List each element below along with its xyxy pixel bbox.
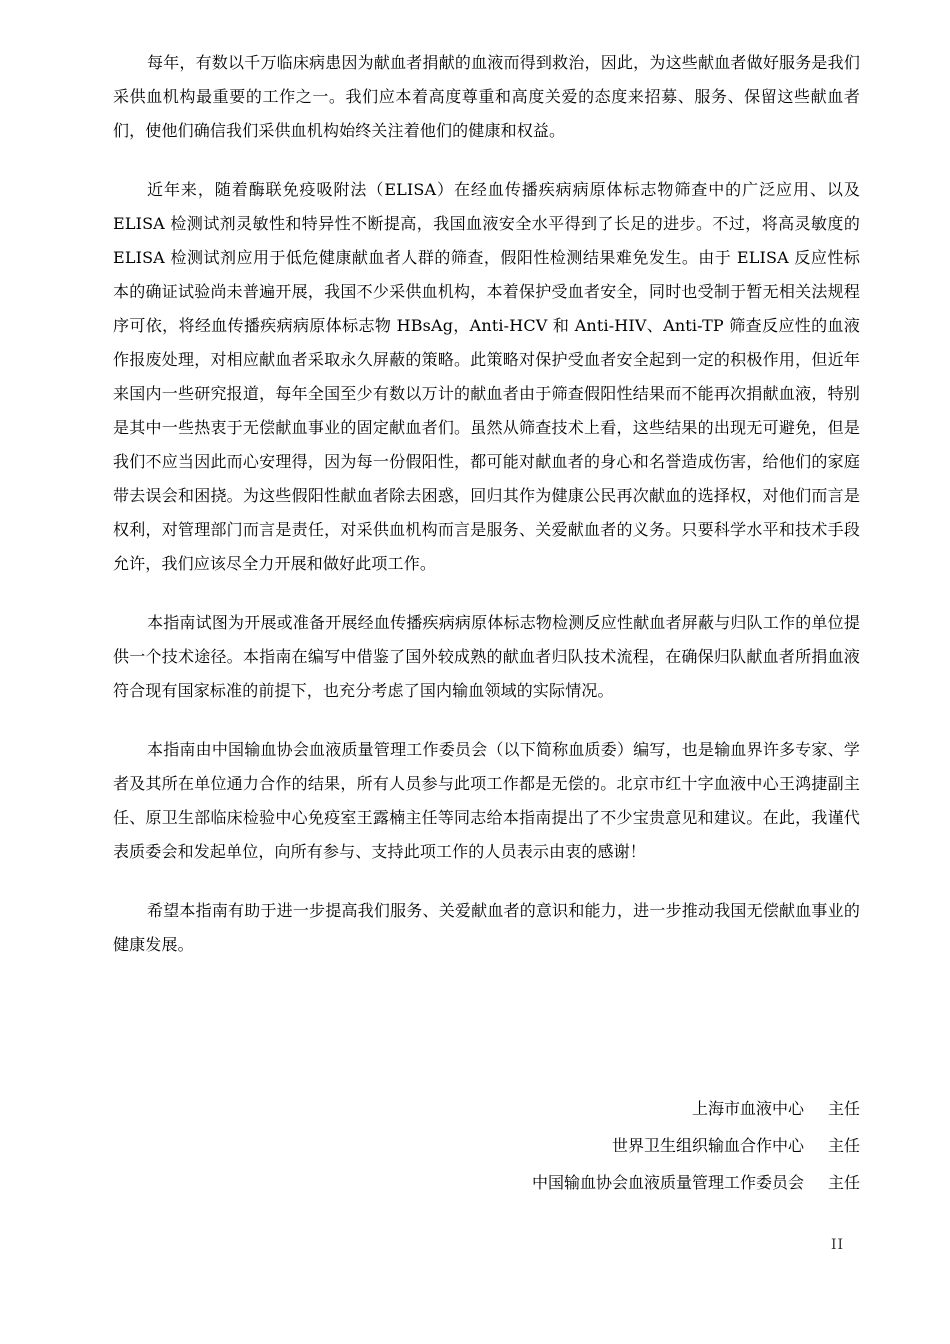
signature-title: 主任	[828, 1136, 861, 1155]
signature-line	[532, 1133, 860, 1170]
paragraph-1: 每年，有数以千万临床病患因为献血者捐献的血液而得到救治，因此，为这些献血者做好服务是我们采供血机构最重要的工作之一。我们应本着高度尊重和高度关爱的态度来招募、服务、保留这些献血者们，使他们确信我们采供血机构始终关注着他们的健康和权益。	[113, 53, 860, 140]
signature-title: 主任	[828, 1173, 861, 1192]
signature-block	[532, 1096, 860, 1207]
paragraph-5: 希望本指南有助于进一步提高我们服务、关爱献血者的意识和能力，进一步推动我国无偿献血事业的健康发展。	[113, 901, 860, 954]
signature-title: 主任	[828, 1099, 861, 1118]
signature-organization: 上海市血液中心	[691, 1099, 804, 1118]
signature-line	[532, 1096, 860, 1133]
signature-line	[532, 1170, 860, 1207]
signature-organization: 中国输血协会血液质量管理工作委员会	[531, 1173, 804, 1192]
paragraph-3: 本指南试图为开展或准备开展经血传播疾病病原体标志物检测反应性献血者屏蔽与归队工作的单位提供一个技术途径。本指南在编写中借鉴了国外较成熟的献血者归队技术流程，在确保归队献血者所捐血液符合现有国家标准的前提下，也充分考虑了国内输血领域的实际情况。	[113, 613, 860, 700]
signature-organization: 世界卫生组织输血合作中心	[611, 1136, 804, 1155]
document-body	[113, 46, 860, 987]
page-number: II	[830, 1237, 844, 1253]
paragraph-2: 近年来，随着酶联免疫吸附法（ELISA）在经血传播疾病病原体标志物筛查中的广泛应用、以及 ELISA 检测试剂灵敏性和特异性不断提高，我国血液安全水平得到了长足的进步。不过，将高灵敏度的 ELISA 检测试剂应用于低危健康献血者人群的筛查，假阳性检测结果难免发生。由于 ELISA 反应性标本的确证试验尚未普遍开展，我国不少采供血机构，本着保护受血者安全，同时也受制于暂无相关法规程序可依，将经血传播疾病病原体标志物 HBsAg，Anti-HCV 和 Anti-HIV、Anti-TP 筛查反应性的血液作报废处理，对相应献血者采取永久屏蔽的策略。此策略对保护受血者安全起到一定的积极作用，但近年来国内一些研究报道，每年全国至少有数以万计的献血者由于筛查假阳性结果而不能再次捐献血液，特别是其中一些热衷于无偿献血事业的固定献血者们。虽然从筛查技术上看，这些结果的出现无可避免，但是我们不应当因此而心安理得，因为每一份假阳性，都可能对献血者的身心和名誉造成伤害，给他们的家庭带去误会和困挠。为这些假阳性献血者除去困惑，回归其作为健康公民再次献血的选择权，对他们而言是权利，对管理部门而言是责任，对采供血机构而言是服务、关爱献血者的义务。只要科学水平和技术手段允许，我们应该尽全力开展和做好此项工作。	[113, 180, 860, 573]
paragraph-4: 本指南由中国输血协会血液质量管理工作委员会（以下简称血质委）编写，也是输血界许多专家、学者及其所在单位通力合作的结果，所有人员参与此项工作都是无偿的。北京市红十字血液中心王鸿捷副主任、原卫生部临床检验中心免疫室王露楠主任等同志给本指南提出了不少宝贵意见和建议。在此，我谨代表质委会和发起单位，向所有参与、支持此项工作的人员表示由衷的感谢！	[113, 740, 860, 861]
